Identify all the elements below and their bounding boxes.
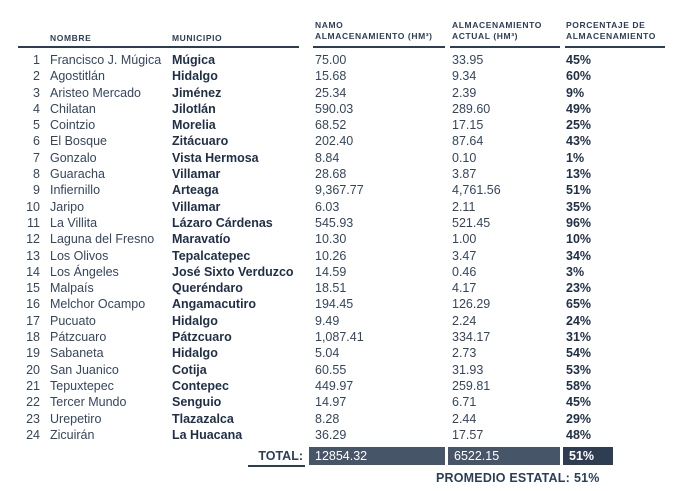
row-municipio: Jiménez — [172, 85, 222, 100]
row-municipio: Morelia — [172, 118, 216, 133]
row-namo: 194.45 — [315, 297, 354, 312]
row-actual: 33.95 — [452, 53, 484, 67]
row-municipio: Senguio — [172, 395, 222, 410]
row-municipio: Pátzcuaro — [172, 330, 232, 345]
row-actual: 0.10 — [452, 150, 477, 165]
row-porcentaje: 45% — [566, 53, 592, 67]
row-actual: 31.93 — [452, 362, 484, 377]
row-porcentaje: 34% — [566, 248, 592, 263]
header-divider — [313, 46, 445, 48]
table-row — [0, 182, 676, 198]
row-number: 4 — [33, 101, 40, 116]
row-municipio: Villamar — [172, 199, 221, 214]
header-divider — [18, 46, 299, 48]
row-namo: 9.49 — [315, 313, 340, 328]
row-municipio: Cotija — [172, 362, 207, 377]
row-number: 12 — [26, 232, 40, 247]
row-porcentaje: 13% — [566, 167, 592, 182]
row-nombre: Gonzalo — [50, 150, 97, 165]
row-namo: 8.84 — [315, 150, 340, 165]
row-nombre: Tercer Mundo — [50, 395, 127, 410]
row-actual: 4.17 — [452, 281, 477, 296]
row-municipio: José Sixto Verduzco — [172, 264, 294, 279]
row-namo: 9,367.77 — [315, 183, 364, 198]
row-nombre: San Juanico — [50, 362, 119, 377]
row-actual: 4,761.56 — [452, 183, 501, 198]
row-namo: 545.93 — [315, 215, 354, 230]
promedio-value: 51% — [573, 471, 600, 485]
header-pct-line1: PORCENTAJE DE — [566, 20, 646, 30]
row-porcentaje: 35% — [566, 199, 592, 214]
header-pct-line2: ALMACENAMIENTO — [566, 31, 656, 41]
total-actual: 6522.15 — [448, 447, 560, 465]
row-actual: 9.34 — [452, 69, 477, 84]
header-namo-line1: NAMO — [315, 20, 344, 30]
table-row — [0, 280, 676, 296]
row-number: 14 — [26, 264, 40, 279]
row-namo: 28.68 — [315, 167, 347, 182]
row-actual: 2.39 — [452, 85, 477, 100]
total-namo: 12854.32 — [309, 447, 445, 465]
row-porcentaje: 60% — [566, 69, 592, 84]
row-namo: 14.97 — [315, 395, 347, 410]
row-actual: 289.60 — [452, 101, 491, 116]
row-municipio: Hidalgo — [172, 69, 218, 84]
table-row — [0, 231, 676, 247]
row-namo: 449.97 — [315, 378, 354, 393]
row-namo: 202.40 — [315, 134, 354, 149]
row-nombre: Malpaís — [50, 281, 94, 296]
row-nombre: Francisco J. Múgica — [50, 53, 162, 67]
row-number: 21 — [26, 378, 40, 393]
row-namo: 8.28 — [315, 411, 340, 426]
table-row — [0, 345, 676, 361]
row-actual: 0.46 — [452, 264, 477, 279]
total-label: TOTAL: — [248, 447, 305, 467]
row-actual: 2.44 — [452, 411, 477, 426]
row-municipio: Zitácuaro — [172, 134, 229, 149]
row-actual: 2.73 — [452, 346, 477, 361]
row-porcentaje: 65% — [566, 297, 592, 312]
row-actual: 259.81 — [452, 378, 491, 393]
table-row — [0, 215, 676, 231]
row-actual: 6.71 — [452, 395, 477, 410]
row-number: 6 — [33, 134, 40, 149]
row-nombre: Melchor Ocampo — [50, 297, 146, 312]
row-porcentaje: 3% — [566, 264, 585, 279]
row-municipio: Tlazazalca — [172, 411, 234, 426]
row-number: 17 — [26, 313, 40, 328]
row-municipio: La Huacana — [172, 427, 243, 442]
row-number: 15 — [26, 281, 40, 296]
row-nombre: Pucuato — [50, 313, 96, 328]
row-namo: 68.52 — [315, 118, 347, 133]
row-municipio: Vista Hermosa — [172, 150, 259, 165]
row-municipio: Arteaga — [172, 183, 219, 198]
row-nombre: Cointzio — [50, 118, 96, 133]
row-porcentaje: 24% — [566, 313, 592, 328]
row-namo: 36.29 — [315, 427, 347, 442]
table-row — [0, 264, 676, 280]
row-porcentaje: 31% — [566, 330, 592, 345]
row-nombre: El Bosque — [50, 134, 107, 149]
row-porcentaje: 25% — [566, 118, 592, 133]
row-porcentaje: 53% — [566, 362, 592, 377]
table-row — [0, 411, 676, 427]
row-nombre: Chilatan — [50, 101, 96, 116]
row-nombre: Los Olivos — [50, 248, 109, 263]
row-actual: 334.17 — [452, 330, 491, 345]
table-row — [0, 68, 676, 84]
row-nombre: Zicuirán — [50, 427, 95, 442]
row-nombre: Infiernillo — [50, 183, 101, 198]
table-row — [0, 248, 676, 264]
row-nombre: Agostitlán — [50, 69, 105, 84]
header-divider — [450, 46, 560, 48]
row-nombre: Laguna del Fresno — [50, 232, 155, 247]
row-porcentaje: 48% — [566, 427, 592, 442]
row-nombre: Los Ángeles — [50, 264, 119, 279]
table-row — [0, 362, 676, 378]
row-porcentaje: 49% — [566, 101, 592, 116]
row-number: 1 — [33, 53, 40, 67]
row-number: 10 — [26, 199, 40, 214]
header-nombre: NOMBRE — [50, 33, 92, 43]
table-row — [0, 133, 676, 149]
row-nombre: Pátzcuaro — [50, 330, 107, 345]
table-row — [0, 394, 676, 410]
header-namo — [315, 20, 433, 42]
row-municipio: Tepalcatepec — [172, 248, 251, 263]
row-municipio: Villamar — [172, 167, 221, 182]
row-actual: 2.11 — [452, 199, 476, 214]
row-porcentaje: 23% — [566, 281, 592, 296]
row-actual: 126.29 — [452, 297, 491, 312]
row-namo: 10.30 — [315, 232, 347, 247]
row-namo: 25.34 — [315, 85, 347, 100]
row-number: 8 — [33, 167, 40, 182]
table-row — [0, 329, 676, 345]
row-porcentaje: 9% — [566, 85, 585, 100]
row-nombre: Tepuxtepec — [50, 378, 114, 393]
header-actual-line2: ACTUAL (HM³) — [452, 31, 519, 41]
row-namo: 15.68 — [315, 69, 347, 84]
row-number: 16 — [26, 297, 40, 312]
row-porcentaje: 58% — [566, 378, 592, 393]
row-number: 11 — [27, 215, 40, 230]
table-row — [0, 150, 676, 166]
row-number: 23 — [26, 411, 40, 426]
row-nombre: Sabaneta — [50, 346, 104, 361]
row-porcentaje: 29% — [566, 411, 592, 426]
row-namo: 60.55 — [315, 362, 347, 377]
row-number: 22 — [26, 395, 40, 410]
table-row — [0, 313, 676, 329]
row-namo: 14.59 — [315, 264, 347, 279]
row-porcentaje: 1% — [566, 150, 585, 165]
row-porcentaje: 10% — [566, 232, 592, 247]
table-body — [0, 52, 676, 443]
total-pct: 51% — [563, 447, 613, 465]
table-row — [0, 378, 676, 394]
row-number: 9 — [33, 183, 40, 198]
row-namo: 75.00 — [315, 53, 347, 67]
row-number: 24 — [26, 427, 40, 442]
row-number: 13 — [26, 248, 40, 263]
row-number: 3 — [33, 85, 40, 100]
row-namo: 10.26 — [315, 248, 347, 263]
table-row — [0, 199, 676, 215]
row-number: 2 — [33, 69, 40, 84]
row-municipio: Lázaro Cárdenas — [172, 215, 273, 230]
row-namo: 6.03 — [315, 199, 340, 214]
row-nombre: Jaripo — [50, 199, 85, 214]
row-namo: 590.03 — [315, 101, 354, 116]
row-porcentaje: 43% — [566, 134, 592, 149]
row-nombre: La Villita — [50, 215, 98, 230]
row-porcentaje: 54% — [566, 346, 592, 361]
row-actual: 17.57 — [452, 427, 484, 442]
header-actual-line1: ALMACENAMIENTO — [452, 20, 542, 30]
row-actual: 3.87 — [452, 167, 477, 182]
table-row — [0, 427, 676, 443]
row-actual: 17.15 — [452, 118, 484, 133]
header-porcentaje — [566, 20, 656, 42]
row-number: 18 — [26, 330, 40, 345]
row-nombre: Guaracha — [50, 167, 105, 182]
row-actual: 2.24 — [452, 313, 477, 328]
header-divider — [565, 46, 665, 48]
row-namo: 18.51 — [315, 281, 347, 296]
row-porcentaje: 51% — [566, 183, 592, 198]
row-municipio: Hidalgo — [172, 313, 218, 328]
table-row — [0, 166, 676, 182]
row-municipio: Angamacutiro — [172, 297, 257, 312]
row-namo: 5.04 — [315, 346, 340, 361]
row-number: 19 — [26, 346, 40, 361]
row-actual: 3.47 — [452, 248, 477, 263]
row-municipio: Queréndaro — [172, 281, 243, 296]
row-number: 7 — [33, 150, 40, 165]
row-nombre: Urepetiro — [50, 411, 102, 426]
row-actual: 1.00 — [452, 232, 477, 247]
promedio-label: PROMEDIO ESTATAL: — [436, 471, 570, 485]
row-municipio: Múgica — [172, 53, 216, 67]
row-municipio: Maravatío — [172, 232, 231, 247]
header-actual — [452, 20, 542, 42]
row-porcentaje: 45% — [566, 395, 592, 410]
header-namo-line2: ALMACENAMIENTO (HM³) — [315, 31, 433, 41]
table-row — [0, 101, 676, 117]
row-actual: 521.45 — [452, 215, 491, 230]
table-header — [0, 16, 676, 46]
header-municipio: MUNICIPIO — [172, 33, 223, 43]
row-municipio: Hidalgo — [172, 346, 218, 361]
row-porcentaje: 96% — [566, 215, 592, 230]
row-number: 5 — [33, 118, 40, 133]
row-namo: 1,087.41 — [315, 330, 364, 345]
row-number: 20 — [26, 362, 40, 377]
table-row — [0, 296, 676, 312]
row-municipio: Contepec — [172, 378, 229, 393]
row-actual: 87.64 — [452, 134, 484, 149]
row-municipio: Jilotlán — [172, 101, 216, 116]
promedio-estatal — [436, 471, 600, 485]
table-row — [0, 85, 676, 101]
table-row — [0, 117, 676, 133]
table-row — [0, 52, 676, 68]
row-nombre: Aristeo Mercado — [50, 85, 142, 100]
